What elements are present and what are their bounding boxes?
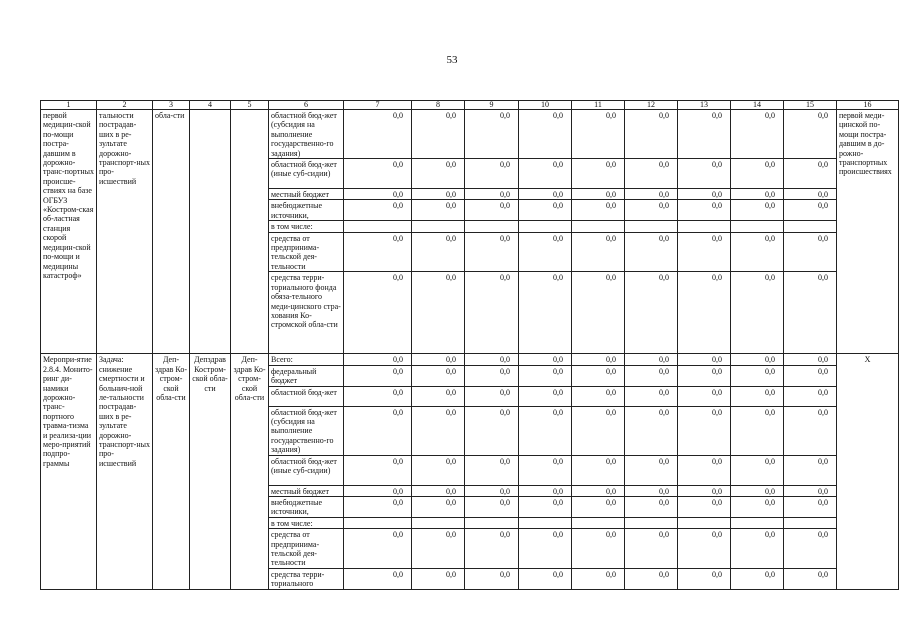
empty-cell	[572, 221, 625, 232]
value-cell: 0,0	[572, 354, 625, 365]
value-cell: 0,0	[412, 455, 465, 485]
empty-cell	[465, 221, 519, 232]
value-cell: 0,0	[465, 189, 519, 200]
value-cell: 0,0	[678, 354, 731, 365]
value-cell: 0,0	[519, 529, 572, 569]
column-header-row	[41, 101, 899, 110]
value-cell: 0,0	[412, 200, 465, 221]
executor-cell: обла-сти	[153, 110, 190, 354]
value-cell: 0,0	[731, 568, 784, 589]
value-cell: 0,0	[678, 485, 731, 496]
value-cell: 0,0	[625, 386, 678, 406]
value-cell: 0,0	[465, 406, 519, 455]
value-cell: 0,0	[572, 200, 625, 221]
value-cell: 0,0	[784, 455, 837, 485]
value-cell: 0,0	[572, 189, 625, 200]
funding-source-cell: средства терри-ториального	[269, 568, 344, 589]
value-cell: 0,0	[784, 386, 837, 406]
value-cell: 0,0	[344, 455, 412, 485]
value-cell: 0,0	[519, 485, 572, 496]
value-cell: 0,0	[784, 485, 837, 496]
funding-source-cell: в том числе:	[269, 221, 344, 232]
value-cell: 0,0	[572, 159, 625, 189]
value-cell: 0,0	[731, 365, 784, 386]
value-cell: 0,0	[412, 232, 465, 272]
value-cell: 0,0	[731, 272, 784, 354]
value-cell: 0,0	[465, 455, 519, 485]
value-cell: 0,0	[678, 496, 731, 517]
task-cell: Задача: снижение смертности и больнич-ной ле-тальности пострадав-ших в ре-зультате дорожно-транспорт-ных про-исшествий	[97, 354, 153, 589]
value-cell: 0,0	[412, 529, 465, 569]
value-cell: 0,0	[572, 485, 625, 496]
value-cell: 0,0	[412, 365, 465, 386]
funding-source-cell: средства от предпринима-тельской дея-тельности	[269, 232, 344, 272]
value-cell: 0,0	[625, 354, 678, 365]
funding-source-cell: областной бюд-жет (иные суб-сидии)	[269, 455, 344, 485]
funding-source-cell: внебюджетные источники,	[269, 496, 344, 517]
value-cell: 0,0	[465, 354, 519, 365]
value-cell: 0,0	[344, 485, 412, 496]
value-cell: 0,0	[678, 189, 731, 200]
empty-cell	[731, 221, 784, 232]
column-header-3: 3	[153, 101, 190, 110]
value-cell: 0,0	[678, 110, 731, 159]
value-cell: 0,0	[625, 159, 678, 189]
value-cell: 0,0	[572, 529, 625, 569]
value-cell: 0,0	[625, 406, 678, 455]
column-header-15: 15	[784, 101, 837, 110]
empty-cell	[731, 517, 784, 528]
value-cell: 0,0	[678, 568, 731, 589]
value-cell: 0,0	[784, 365, 837, 386]
result-cell: X	[837, 354, 899, 589]
empty-cell	[465, 517, 519, 528]
value-cell: 0,0	[731, 386, 784, 406]
value-cell: 0,0	[678, 455, 731, 485]
value-cell: 0,0	[784, 200, 837, 221]
value-cell: 0,0	[344, 496, 412, 517]
column-header-13: 13	[678, 101, 731, 110]
column-header-14: 14	[731, 101, 784, 110]
value-cell: 0,0	[519, 200, 572, 221]
value-cell: 0,0	[465, 110, 519, 159]
value-cell: 0,0	[465, 365, 519, 386]
empty-cell	[344, 517, 412, 528]
value-cell: 0,0	[344, 365, 412, 386]
funding-source-cell: областной бюд-жет (субсидия на выполнение государственно-го задания)	[269, 110, 344, 159]
value-cell: 0,0	[731, 406, 784, 455]
value-cell: 0,0	[731, 496, 784, 517]
value-cell: 0,0	[465, 485, 519, 496]
empty-cell	[519, 517, 572, 528]
value-cell: 0,0	[519, 455, 572, 485]
value-cell: 0,0	[344, 354, 412, 365]
value-cell: 0,0	[465, 529, 519, 569]
value-cell: 0,0	[412, 272, 465, 354]
value-cell: 0,0	[519, 354, 572, 365]
column-header-11: 11	[572, 101, 625, 110]
measure-cell: Меропри-ятие 2.8.4. Монито-ринг ди-намики дорожно-транс-портного травма-тизма и реализа-ции меро-приятий подпро-граммы	[41, 354, 97, 589]
value-cell: 0,0	[625, 496, 678, 517]
value-cell: 0,0	[731, 485, 784, 496]
empty-cell	[519, 221, 572, 232]
funding-source-cell: Всего:	[269, 354, 344, 365]
value-cell: 0,0	[519, 232, 572, 272]
value-cell: 0,0	[625, 232, 678, 272]
column-header-9: 9	[465, 101, 519, 110]
value-cell: 0,0	[519, 110, 572, 159]
funding-source-cell: областной бюд-жет (иные суб-сидии)	[269, 159, 344, 189]
value-cell: 0,0	[784, 354, 837, 365]
value-cell: 0,0	[572, 272, 625, 354]
result-cell: первой меди-цинской по-мощи постра-давшим в до-рожно-транспортных происшествиях	[837, 110, 899, 354]
empty-cell	[784, 517, 837, 528]
column-header-16: 16	[837, 101, 899, 110]
value-cell: 0,0	[465, 272, 519, 354]
empty-cell	[784, 221, 837, 232]
funding-source-cell: внебюджетные источники,	[269, 200, 344, 221]
column-header-12: 12	[625, 101, 678, 110]
table-row	[41, 110, 899, 159]
value-cell: 0,0	[784, 159, 837, 189]
value-cell: 0,0	[784, 529, 837, 569]
value-cell: 0,0	[625, 200, 678, 221]
funding-source-cell: местный бюджет	[269, 189, 344, 200]
executor-cell: Деп-здрав Ко-стром-ской обла-сти	[153, 354, 190, 589]
value-cell: 0,0	[344, 272, 412, 354]
value-cell: 0,0	[465, 200, 519, 221]
empty-cell	[625, 517, 678, 528]
value-cell: 0,0	[344, 386, 412, 406]
funding-source-cell: средства терри-ториального фонда обяза-тельного меди-цинского стра-хования Ко-стромской обла-сти	[269, 272, 344, 354]
value-cell: 0,0	[344, 110, 412, 159]
coexecutor-cell: Депздрав Костром-ской обла-сти	[190, 354, 231, 589]
value-cell: 0,0	[784, 406, 837, 455]
value-cell: 0,0	[465, 232, 519, 272]
funding-source-cell: областной бюд-жет (субсидия на выполнение государственно-го задания)	[269, 406, 344, 455]
value-cell: 0,0	[344, 529, 412, 569]
funding-source-cell: в том числе:	[269, 517, 344, 528]
value-cell: 0,0	[344, 159, 412, 189]
value-cell: 0,0	[784, 110, 837, 159]
value-cell: 0,0	[678, 272, 731, 354]
value-cell: 0,0	[465, 159, 519, 189]
value-cell: 0,0	[519, 406, 572, 455]
value-cell: 0,0	[678, 200, 731, 221]
value-cell: 0,0	[625, 529, 678, 569]
value-cell: 0,0	[344, 568, 412, 589]
value-cell: 0,0	[784, 232, 837, 272]
column-header-4: 4	[190, 101, 231, 110]
column-header-6: 6	[269, 101, 344, 110]
value-cell: 0,0	[344, 232, 412, 272]
responsible-cell: Деп-здрав Ко-стром-ской обла-сти	[231, 354, 269, 589]
value-cell: 0,0	[519, 159, 572, 189]
value-cell: 0,0	[731, 159, 784, 189]
value-cell: 0,0	[519, 365, 572, 386]
value-cell: 0,0	[344, 200, 412, 221]
value-cell: 0,0	[519, 189, 572, 200]
empty-cell	[678, 221, 731, 232]
value-cell: 0,0	[465, 496, 519, 517]
value-cell: 0,0	[572, 455, 625, 485]
value-cell: 0,0	[678, 232, 731, 272]
value-cell: 0,0	[572, 110, 625, 159]
page-number: 53	[446, 54, 458, 66]
budget-table	[40, 100, 899, 590]
task-cell: тальности пострадав-ших в ре-зультате дорожно-транспорт-ных про-исшествий	[97, 110, 153, 354]
value-cell: 0,0	[625, 365, 678, 386]
measure-cell: первой медицин-ской по-мощи постра-давшим в дорожно-транс-портных происше-ствиях на базе ОГБУЗ «Костром-ская об-ластная станция скорой медицин-ской по-мощи и медицины катастроф»	[41, 110, 97, 354]
column-header-5: 5	[231, 101, 269, 110]
value-cell: 0,0	[519, 272, 572, 354]
value-cell: 0,0	[625, 455, 678, 485]
value-cell: 0,0	[731, 354, 784, 365]
value-cell: 0,0	[412, 159, 465, 189]
value-cell: 0,0	[731, 110, 784, 159]
empty-cell	[412, 517, 465, 528]
empty-cell	[572, 517, 625, 528]
empty-cell	[344, 221, 412, 232]
table-row	[41, 354, 899, 365]
value-cell: 0,0	[572, 232, 625, 272]
value-cell: 0,0	[412, 485, 465, 496]
value-cell: 0,0	[784, 496, 837, 517]
value-cell: 0,0	[572, 568, 625, 589]
responsible-cell	[231, 110, 269, 354]
value-cell: 0,0	[784, 272, 837, 354]
value-cell: 0,0	[625, 110, 678, 159]
value-cell: 0,0	[412, 568, 465, 589]
value-cell: 0,0	[519, 568, 572, 589]
value-cell: 0,0	[731, 232, 784, 272]
value-cell: 0,0	[572, 406, 625, 455]
empty-cell	[678, 517, 731, 528]
value-cell: 0,0	[572, 386, 625, 406]
value-cell: 0,0	[625, 485, 678, 496]
value-cell: 0,0	[412, 406, 465, 455]
value-cell: 0,0	[412, 354, 465, 365]
value-cell: 0,0	[731, 455, 784, 485]
value-cell: 0,0	[625, 272, 678, 354]
value-cell: 0,0	[572, 496, 625, 517]
empty-cell	[412, 221, 465, 232]
value-cell: 0,0	[678, 159, 731, 189]
value-cell: 0,0	[625, 568, 678, 589]
value-cell: 0,0	[625, 189, 678, 200]
column-header-8: 8	[412, 101, 465, 110]
value-cell: 0,0	[465, 386, 519, 406]
value-cell: 0,0	[678, 365, 731, 386]
value-cell: 0,0	[784, 189, 837, 200]
value-cell: 0,0	[678, 406, 731, 455]
column-header-7: 7	[344, 101, 412, 110]
funding-source-cell: средства от предпринима-тельской дея-тельности	[269, 529, 344, 569]
funding-source-cell: областной бюд-жет	[269, 386, 344, 406]
value-cell: 0,0	[731, 529, 784, 569]
value-cell: 0,0	[412, 496, 465, 517]
value-cell: 0,0	[731, 189, 784, 200]
value-cell: 0,0	[412, 386, 465, 406]
coexecutor-cell	[190, 110, 231, 354]
value-cell: 0,0	[465, 568, 519, 589]
value-cell: 0,0	[412, 189, 465, 200]
value-cell: 0,0	[572, 365, 625, 386]
column-header-2: 2	[97, 101, 153, 110]
value-cell: 0,0	[412, 110, 465, 159]
value-cell: 0,0	[784, 568, 837, 589]
column-header-1: 1	[41, 101, 97, 110]
empty-cell	[625, 221, 678, 232]
value-cell: 0,0	[731, 200, 784, 221]
value-cell: 0,0	[519, 386, 572, 406]
value-cell: 0,0	[678, 529, 731, 569]
column-header-10: 10	[519, 101, 572, 110]
value-cell: 0,0	[678, 386, 731, 406]
value-cell: 0,0	[344, 406, 412, 455]
value-cell: 0,0	[519, 496, 572, 517]
funding-source-cell: федеральный бюджет	[269, 365, 344, 386]
value-cell: 0,0	[344, 189, 412, 200]
funding-source-cell: местный бюджет	[269, 485, 344, 496]
